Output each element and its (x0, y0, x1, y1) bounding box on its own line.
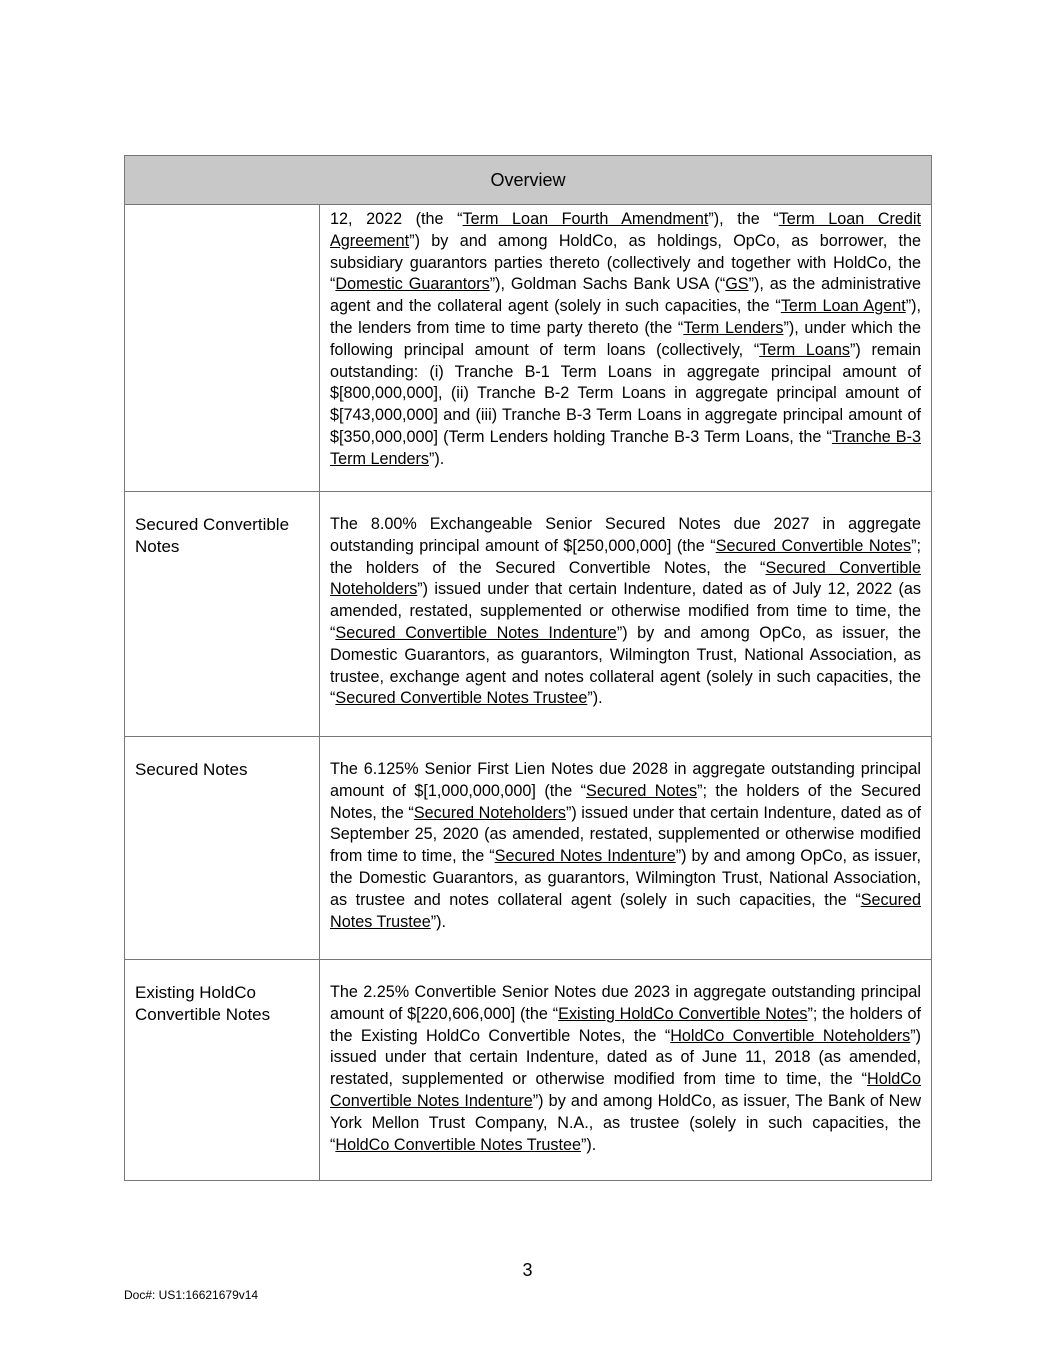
table-header: Overview (125, 156, 932, 205)
row-description (320, 205, 932, 492)
row-label: Existing HoldCo Convertible Notes (125, 960, 320, 1181)
defined-term: Secured Notes Trustee (330, 890, 922, 931)
defined-term: Secured Convertible Notes Trustee (335, 689, 588, 708)
defined-term: HoldCo Convertible Notes Trustee (335, 1135, 582, 1154)
defined-term: Secured Convertible Notes (715, 536, 912, 555)
description-text: ”) issued under that certain Indenture, dated as of September 25, 2020 (as amended, restated, supplemented or otherwise modified from time to time, the “ (330, 803, 922, 866)
defined-term: HoldCo Convertible Noteholders (670, 1026, 911, 1045)
table-row (125, 960, 932, 1181)
row-description (320, 492, 932, 737)
description-text: ”) by and among OpCo, as issuer, the Domestic Guarantors, as guarantors, Wilmington Trust, National Association, as trustee, exchange agent and notes collateral agent (solely in such capacities, the “ (330, 623, 922, 708)
page-number: 3 (522, 1260, 533, 1280)
description-text: The 6.125% Senior First Lien Notes due 2028 in aggregate outstanding principal amount of $[1,000,000,000] (the “ (330, 760, 922, 800)
defined-term: GS (725, 275, 749, 294)
defined-term: Secured Notes Indenture (494, 847, 676, 866)
description-text: ”), the lenders from time to time party thereto (the “ (330, 297, 922, 337)
description-text: ”) remain outstanding: (i) Tranche B-1 Term Loans in aggregate principal amount of $[800,000,000], (ii) Tranche B-2 Term Loans in aggregate principal amount of $[743,000,000] and (iii) Tranche B-3 Term Loans in aggregate principal amount of $[350,000,000] (Term Lenders holding Tranche B-3 Term Loans, the “ (330, 340, 922, 446)
description-text: 12, 2022 (the “ (330, 210, 463, 228)
description-text: ”). (587, 689, 603, 708)
description-text: ”). (430, 912, 447, 931)
defined-term: Secured Convertible Notes Indenture (335, 623, 617, 642)
defined-term: Secured Convertible Noteholders (330, 558, 921, 599)
defined-term: Term Lenders (683, 318, 784, 337)
table-row (125, 492, 932, 737)
description-text: ”) by and among OpCo, as issuer, the Domestic Guarantors, as guarantors, Wilmington Trust, National Association, as trustee and notes collateral agent (solely in such capacities, the “ (330, 847, 922, 909)
description-text: The 8.00% Exchangeable Senior Secured Notes due 2027 in aggregate outstanding principal amount of $[250,000,000] (the “ (330, 515, 922, 555)
description-text: ”; the holders of the Secured Notes, the “ (330, 781, 922, 822)
overview-table (124, 155, 932, 1181)
defined-term: HoldCo Convertible Notes Indenture (330, 1070, 922, 1110)
description-text: The 2.25% Convertible Senior Notes due 2023 in aggregate outstanding principal amount of $[220,606,000] (the “ (330, 983, 922, 1023)
defined-term: Existing HoldCo Convertible Notes (558, 1004, 808, 1023)
description-text: ”; the holders of the Secured Convertible Notes, the “ (330, 536, 922, 577)
defined-term: Tranche B-3 Term Lenders (330, 427, 922, 468)
description-text: ”). (428, 449, 445, 468)
description-text: ”) by and among HoldCo, as issuer, The Bank of New York Mellon Trust Company, N.A., as trustee (solely in such capacities, the “ (330, 1091, 922, 1154)
table-row (125, 205, 932, 492)
description-text: ”; the holders of the Existing HoldCo Convertible Notes, the “ (330, 1004, 921, 1045)
defined-term: Secured Noteholders (413, 803, 566, 822)
defined-term: Term Loans (759, 340, 851, 359)
description-text: ”), Goldman Sachs Bank USA (“ (489, 275, 726, 294)
description-text: ”) by and among HoldCo, as holdings, OpCo, as borrower, the subsidiary guarantors parties thereto (collectively and together with HoldCo, the “ (330, 231, 922, 294)
row-label (125, 205, 320, 492)
description-text: ”), the “ (708, 210, 779, 228)
row-description (320, 960, 932, 1181)
table-row (125, 737, 932, 960)
row-description (320, 737, 932, 960)
description-text: ”). (581, 1135, 597, 1154)
description-text: ”) issued under that certain Indenture, dated as of June 11, 2018 (as amended, restated, supplemented or otherwise modified from time to time, the “ (330, 1026, 922, 1089)
defined-term: Term Loan Credit Agreement (330, 210, 922, 250)
document-id: Doc#: US1:16621679v14 (124, 1288, 259, 1302)
description-text: ”), under which the following principal amount of term loans (collectively, “ (330, 318, 922, 359)
defined-term: Term Loan Agent (780, 297, 906, 316)
row-label: Secured Convertible Notes (125, 492, 320, 737)
defined-term: Secured Notes (586, 781, 698, 800)
defined-term: Term Loan Fourth Amendment (462, 210, 709, 228)
defined-term: Domestic Guarantors (335, 275, 490, 294)
description-text: ”) issued under that certain Indenture, dated as of July 12, 2022 (as amended, restated, supplemented or otherwise modified from time to time, the “ (330, 580, 922, 642)
row-label: Secured Notes (125, 737, 320, 960)
description-text: ”), as the administrative agent and the collateral agent (solely in such capacities, the “ (330, 275, 922, 316)
